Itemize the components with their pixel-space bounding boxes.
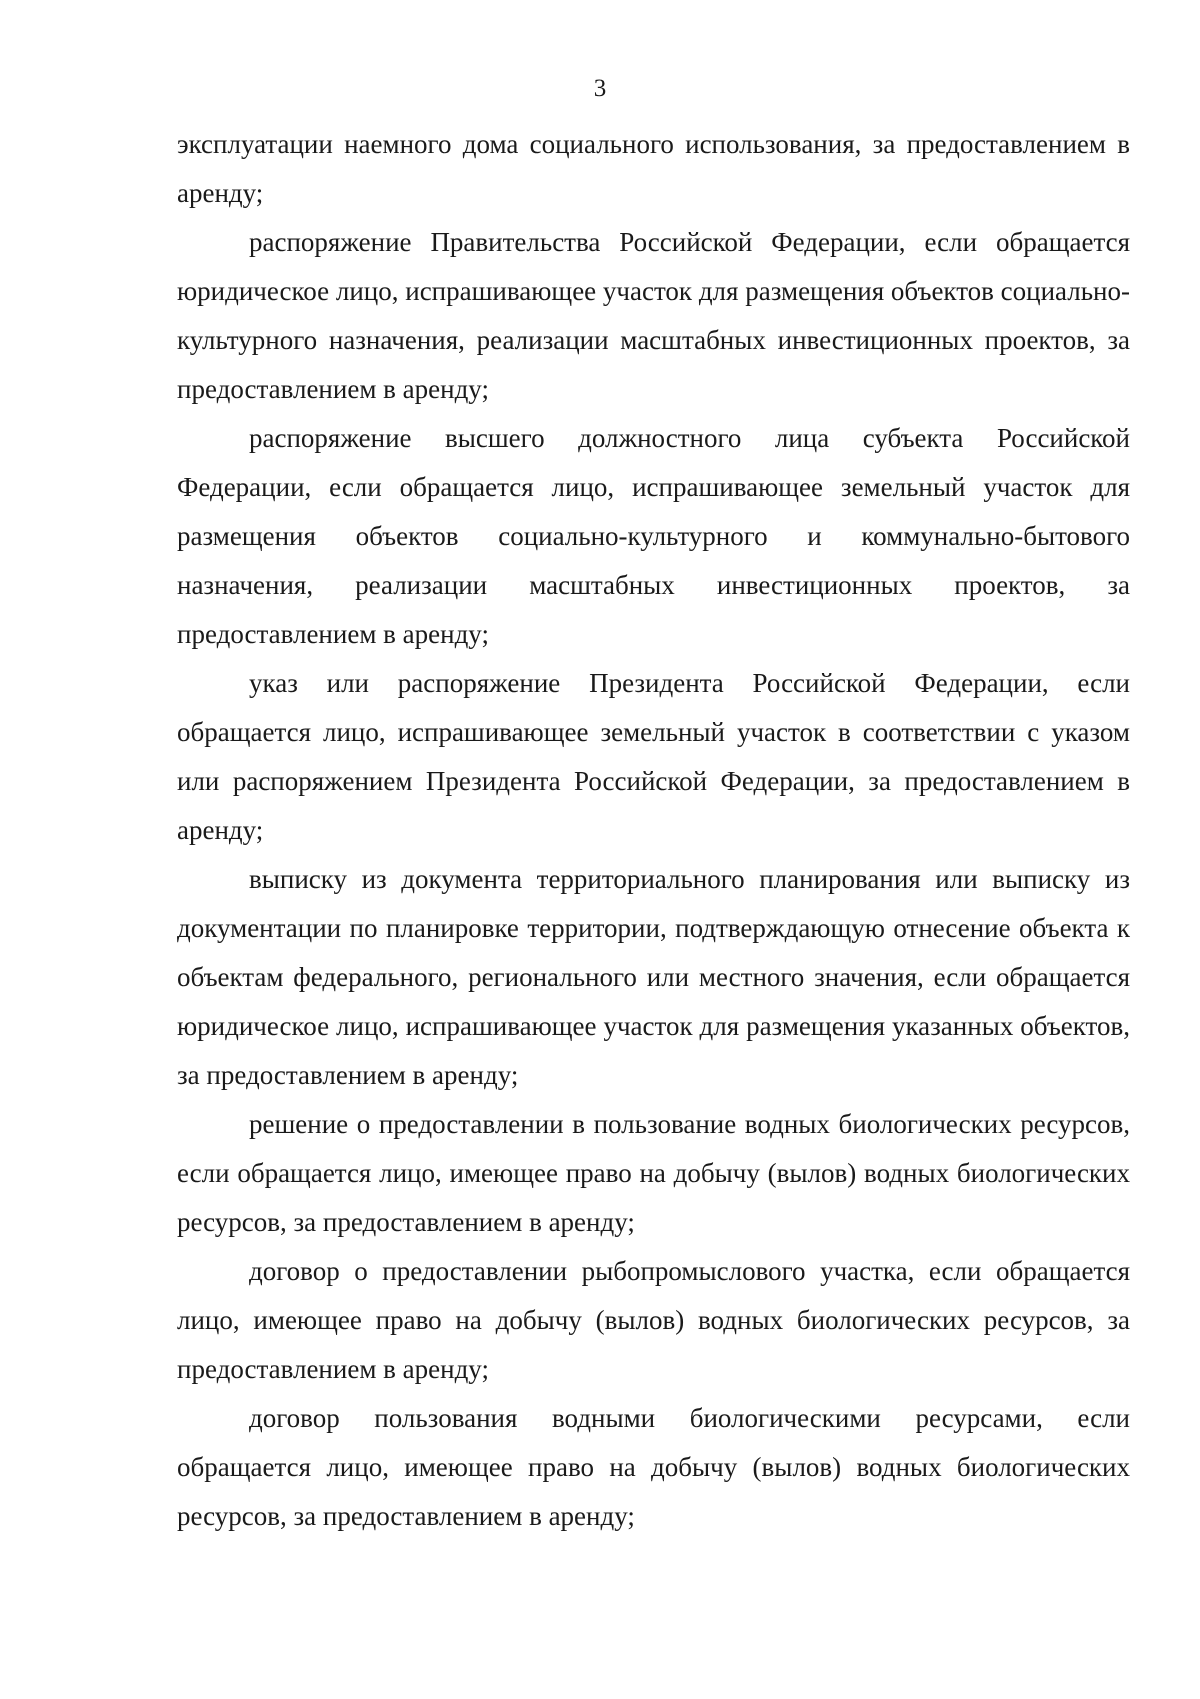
document-body <box>177 120 1130 1541</box>
paragraph-fishing-site-contract: договор о предоставлении рыбопромыслового участка, если обращается лицо, имеющее право на добычу (вылов) водных биологических ресурсов, за предоставлением в аренду; <box>177 1256 1130 1384</box>
paragraph-bioresources-decision: решение о предоставлении в пользование водных биологических ресурсов, если обращается лицо, имеющее право на добычу (вылов) водных биологических ресурсов, за предоставлением в аренду; <box>177 1109 1130 1237</box>
paragraph-regional-official-order: распоряжение высшего должностного лица субъекта Российской Федерации, если обращается лицо, испрашивающее земельный участок для размещения объектов социально-культурного и коммунально-бытового назначения, реализации масштабных инвестиционных проектов, за предоставлением в аренду; <box>177 423 1130 649</box>
paragraph-bioresources-use-contract: договор пользования водными биологическими ресурсами, если обращается лицо, имеющее право на добычу (вылов) водных биологических ресурсов, за предоставлением в аренду; <box>177 1403 1130 1531</box>
paragraph-government-order: распоряжение Правительства Российской Федерации, если обращается юридическое лицо, испрашивающее участок для размещения объектов социально-культурного назначения, реализации масштабных инвестиционных проектов, за предоставлением в аренду; <box>177 227 1130 404</box>
page-number: 3 <box>593 75 607 102</box>
paragraph-continued: эксплуатации наемного дома социального использования, за предоставлением в аренду; <box>177 129 1130 208</box>
paragraph-presidential-decree: указ или распоряжение Президента Российской Федерации, если обращается лицо, испрашивающее земельный участок в соответствии с указом или распоряжением Президента Российской Федерации, за предоставлением в аренду; <box>177 668 1130 845</box>
paragraph-planning-extract: выписку из документа территориального планирования или выписку из документации по планировке территории, подтверждающую отнесение объекта к объектам федерального, регионального или местного значения, если обращается юридическое лицо, испрашивающее участок для размещения указанных объектов, за предоставлением в аренду; <box>177 864 1130 1090</box>
